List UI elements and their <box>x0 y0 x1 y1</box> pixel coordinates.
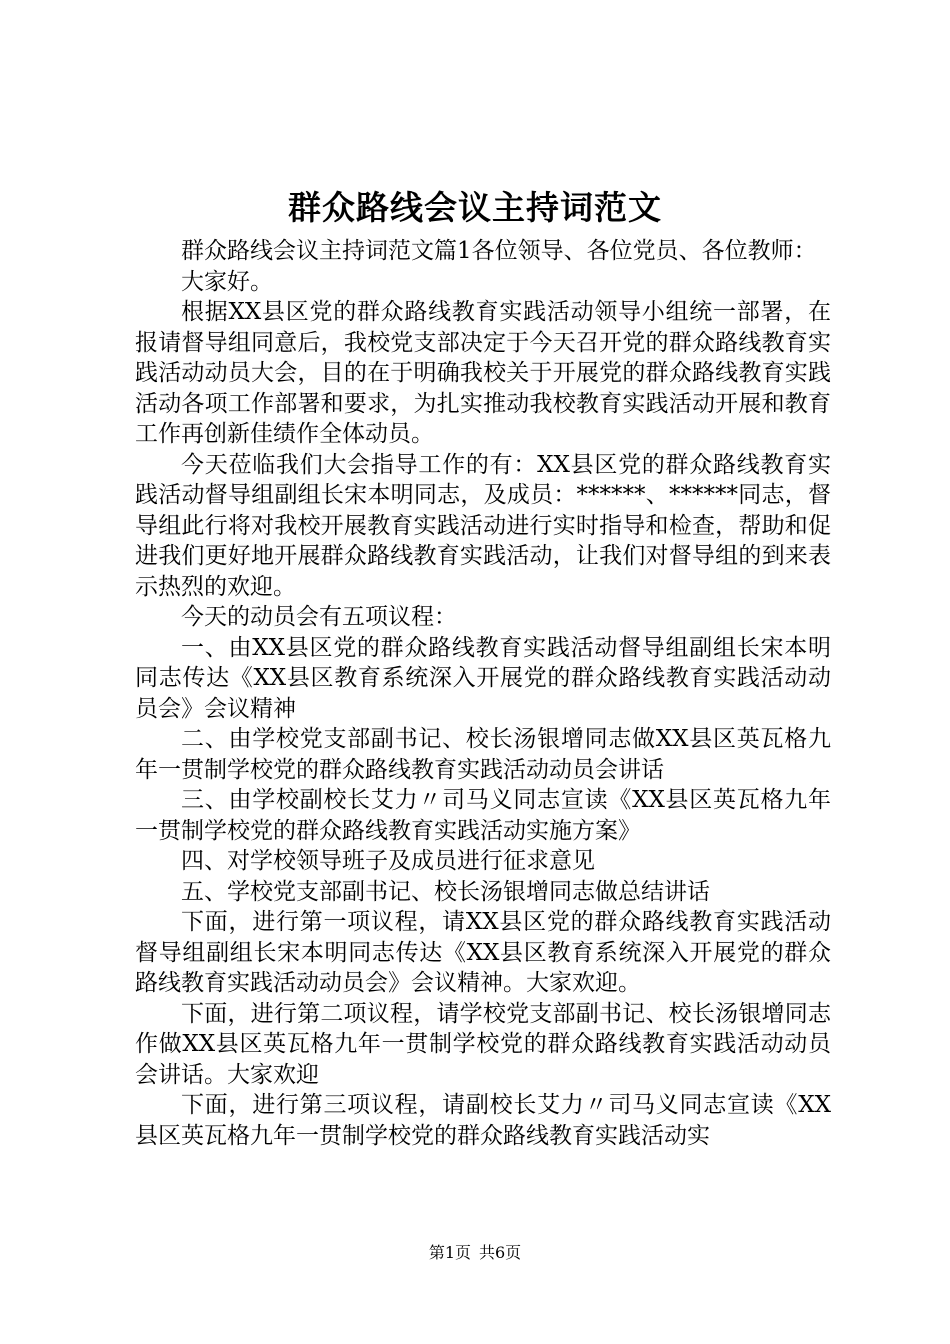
paragraph: 大家好。 <box>181 268 273 295</box>
paragraph: 二、由学校党支部副书记、校长汤银增同志做XX县区英瓦格九年一贯制学校党的群众路线教育实践活动动员会讲话 <box>135 726 831 783</box>
paragraph: 一、由XX县区党的群众路线教育实践活动督导组副组长宋本明同志传达《XX县区教育系统深入开展党的群众路线教育实践活动动员会》会议精神 <box>135 634 831 722</box>
paragraph: 五、学校党支部副书记、校长汤银增同志做总结讲话 <box>181 878 710 905</box>
page-footer <box>0 1242 950 1264</box>
paragraph: 根据XX县区党的群众路线教育实践活动领导小组统一部署，在报请督导组同意后，我校党支部决定于今天召开党的群众路线教育实践活动动员大会，目的在于明确我校关于开展党的群众路线教育实践活动各项工作部署和要求，为扎实推动我校教育实践活动开展和教育工作再创新佳绩作全体动员。 <box>135 299 831 447</box>
paragraph: 下面，进行第二项议程，请学校党支部副书记、校长汤银增同志作做XX县区英瓦格九年一贯制学校党的群众路线教育实践活动动员会讲话。大家欢迎 <box>135 1000 831 1088</box>
paragraph: 群众路线会议主持词范文篇1各位领导、各位党员、各位教师： <box>181 238 817 264</box>
paragraph: 下面，进行第三项议程，请副校长艾力〃司马义同志宣读《XX县区英瓦格九年一贯制学校党的群众路线教育实践活动实 <box>135 1092 831 1149</box>
paragraph: 今天莅临我们大会指导工作的有：XX县区党的群众路线教育实践活动督导组副组长宋本明同志，及成员：******、******同志，督导组此行将对我校开展教育实践活动进行实时指导和检查，帮助和促进我们更好地开展群众路线教育实践活动，让我们对督导组的到来表示热烈的欢迎。 <box>135 451 831 600</box>
document-title: 群众路线会议主持词范文 <box>288 188 662 227</box>
page-number: 第1页 <box>428 1243 471 1262</box>
paragraph: 下面，进行第一项议程，请XX县区党的群众路线教育实践活动督导组副组长宋本明同志传达《XX县区教育系统深入开展党的群众路线教育实践活动动员会》会议精神。大家欢迎。 <box>135 909 831 996</box>
page-total: 共6页 <box>479 1243 522 1262</box>
paragraph: 今天的动员会有五项议程： <box>181 604 457 630</box>
paragraph: 四、对学校领导班子及成员进行征求意见 <box>181 848 595 874</box>
paragraph: 三、由学校副校长艾力〃司马义同志宣读《XX县区英瓦格九年一贯制学校党的群众路线教育实践活动实施方案》 <box>135 787 831 844</box>
document-body <box>135 236 831 1151</box>
